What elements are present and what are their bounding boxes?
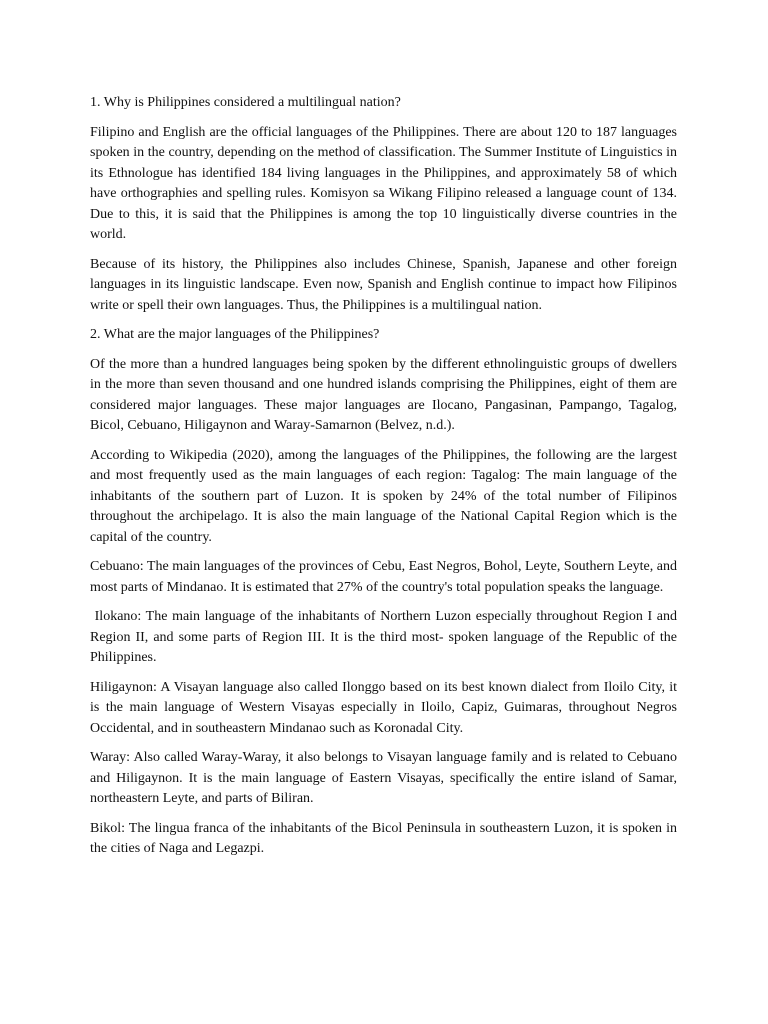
paragraph-tagalog: According to Wikipedia (2020), among the languages of the Philippines, the following are the largest and most frequently used as the main languages of each region: Tagalog: The main language of the inhabitants of the southern part of Luzon. It is spoken by 24% of the total number of Filipinos throughout the archipelago. It is also the main language of the National Capital Region which is the capital of the country. [90,447,677,545]
paragraph-waray: Waray: Also called Waray-Waray, it also belongs to Visayan language family and is related to Cebuano and Hiligaynon. It is the main language of Eastern Visayas, specifically the entire island of Samar, northeastern Leyte, and parts of Biliran. [90,750,677,806]
paragraph-hiligaynon: Hiligaynon: A Visayan language also called Ilonggo based on its best known dialect from Iloilo City, it is the main language of Western Visayas especially in Iloilo, Capiz, Guimaras, throughout Negros Occidental, and in southeastern Mindanao such as Koronadal City. [90,679,677,736]
question-2: 2. What are the major languages of the Philippines? [90,327,380,342]
question-1: 1. Why is Philippines considered a multilingual nation? [90,95,401,110]
paragraph-major-languages: Of the more than a hundred languages being spoken by the different ethnolinguistic groups of dwellers in the more than seven thousand and one hundred islands comprising the Philippines, eight of them are considered major languages. These major languages are Ilocano, Pangasinan, Pampango, Tagalog, Bicol, Cebuano, Hiligaynon and Waray-Samarnon (Belvez, n.d.). [90,356,677,433]
paragraph-bikol: Bikol: The lingua franca of the inhabitants of the Bicol Peninsula in southeastern Luzon, it is spoken in the cities of Naga and Legazpi. [90,820,677,856]
paragraph-cebuano: Cebuano: The main languages of the provinces of Cebu, East Negros, Bohol, Leyte, Southern Leyte, and most parts of Mindanao. It is estimated that 27% of the country's total population speaks the language. [90,559,677,595]
paragraph-multilingual-history: Because of its history, the Philippines also includes Chinese, Spanish, Japanese and other foreign languages in its linguistic landscape. Even now, Spanish and English continue to impact how Filipinos write or spell their own languages. Thus, the Philippines is a multilingual nation. [90,256,677,313]
paragraph-official-languages: Filipino and English are the official languages of the Philippines. There are about 120 to 187 languages spoken in the country, depending on the method of classification. The Summer Institute of Linguistics in its Ethnologue has identified 184 living languages in the Philippines, and approximately 58 of which have orthographies and spelling rules. Komisyon sa Wikang Filipino released a language count of 134. Due to this, it is said that the Philippines is among the top 10 linguistically diverse countries in the world. [90,124,677,242]
document-page [90,93,681,869]
paragraph-ilokano: Ilokano: The main language of the inhabitants of Northern Luzon especially throughout Region I and Region II, and some parts of Region III. It is the third most- spoken language of the Republic of the Philippines. [90,609,681,665]
